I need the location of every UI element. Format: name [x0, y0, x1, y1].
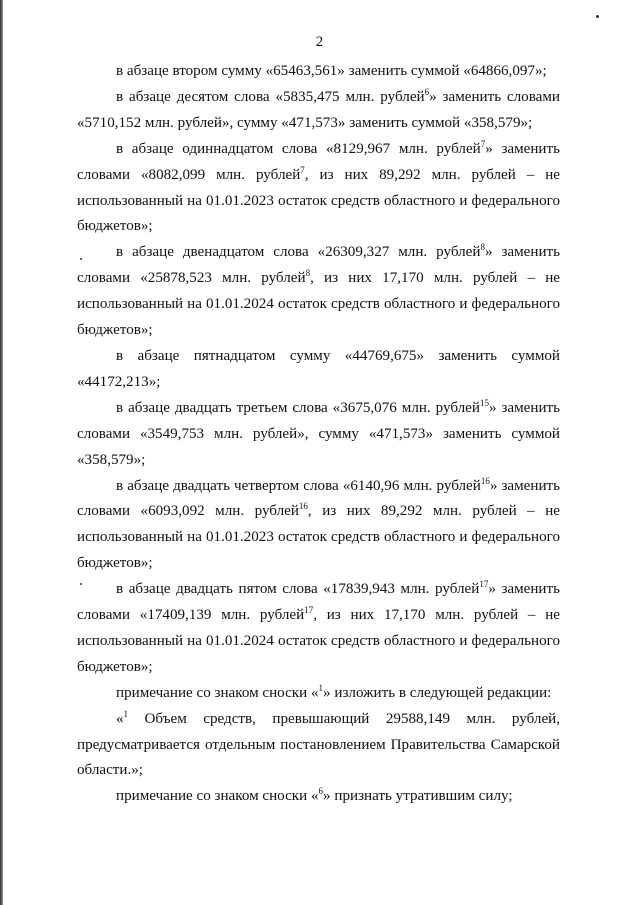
- footnote-marker: 6: [318, 786, 324, 797]
- text-run: » заменить словами «6093,092 млн. рублей: [77, 477, 561, 520]
- text-run: , из них 89,292 млн. рублей – не использованный на 01.01.2023 остаток средств областного и федерального бюджетов»;: [77, 503, 560, 572]
- text-run: примечание со знаком сноски «: [116, 684, 319, 701]
- footnote-marker: 1: [318, 682, 324, 693]
- footnote-marker: 16: [480, 475, 490, 486]
- text-run: в абзаце двадцать третьем слова «3675,076 млн. рублей: [116, 399, 480, 416]
- text-run: в абзаце десятом слова «5835,475 млн. рублей: [116, 88, 425, 105]
- text-run: » заменить словами «5710,152 млн. рублей», сумму «471,573» заменить суммой «358,579»;: [77, 88, 560, 131]
- footnote-marker: 17: [479, 579, 489, 590]
- text-run: в абзаце одиннадцатом слова «8129,967 млн. рублей: [116, 140, 481, 157]
- paragraph: [77, 59, 560, 85]
- page-number: 2: [315, 34, 324, 50]
- text-run: , из них 17,170 млн. рублей – не использованный на 01.01.2024 остаток средств областного и федерального бюджетов»;: [77, 607, 560, 675]
- text-run: в абзаце двадцать пятом слова «17839,943 млн. рублей: [116, 581, 480, 598]
- paragraph: [77, 707, 560, 785]
- paragraph: [77, 784, 560, 810]
- text-run: в абзаце пятнадцатом сумму «44769,675» заменить суммой «44172,213»;: [77, 347, 560, 390]
- text-run: » заменить словами «3549,753 млн. рублей», сумму «471,573» заменить суммой «358,579»;: [77, 399, 561, 468]
- paragraph: [77, 85, 560, 137]
- paragraph: [77, 396, 560, 474]
- text-run: » признать утратившим силу;: [323, 788, 513, 805]
- document-body: [77, 59, 560, 810]
- paragraph: [77, 240, 560, 344]
- text-run: » заменить словами «8082,099 млн. рублей: [77, 140, 560, 183]
- footnote-marker: 7: [480, 138, 486, 149]
- footnote-marker: 8: [305, 268, 311, 279]
- text-run: «: [116, 710, 124, 727]
- paragraph: [77, 137, 560, 241]
- text-run: , из них 17,170 млн. рублей – не использованный на 01.01.2024 остаток средств областного и федерального бюджетов»;: [77, 270, 560, 339]
- paragraph: [77, 344, 560, 396]
- scan-edge: [0, 0, 3, 905]
- scan-speck: [596, 15, 599, 18]
- footnote-marker: 6: [424, 86, 430, 97]
- paragraph: [77, 577, 560, 681]
- paragraph: [77, 474, 560, 578]
- footnote-marker: 8: [480, 242, 485, 253]
- text-run: в абзаце втором сумму «65463,561» заменить суммой «64866,097»;: [116, 63, 547, 79]
- footnote-marker: 16: [298, 501, 308, 512]
- footnote-marker: 7: [300, 164, 305, 175]
- text-run: » изложить в следующей редакции:: [323, 684, 552, 701]
- text-run: » заменить словами «17409,139 млн. рублей: [77, 581, 560, 624]
- text-run: в абзаце двенадцатом слова «26309,327 млн. рублей: [116, 244, 481, 261]
- text-run: Объем средств, превышающий 29588,149 млн. рублей, предусматривается отдельным постановлением Правительства Самарской области.»;: [77, 710, 560, 779]
- text-run: , из них 89,292 млн. рублей – не использованный на 01.01.2023 остаток средств областного и федерального бюджетов»;: [77, 166, 560, 235]
- text-run: примечание со знаком сноски «: [116, 788, 319, 805]
- footnote-marker: 1: [123, 708, 129, 719]
- paragraph: [77, 681, 560, 707]
- text-run: » заменить словами «25878,523 млн. рублей: [77, 244, 560, 287]
- footnote-marker: 17: [304, 605, 314, 615]
- footnote-marker: 15: [479, 397, 489, 408]
- text-run: в абзаце двадцать четвертом слова «6140,96 млн. рублей: [116, 477, 481, 494]
